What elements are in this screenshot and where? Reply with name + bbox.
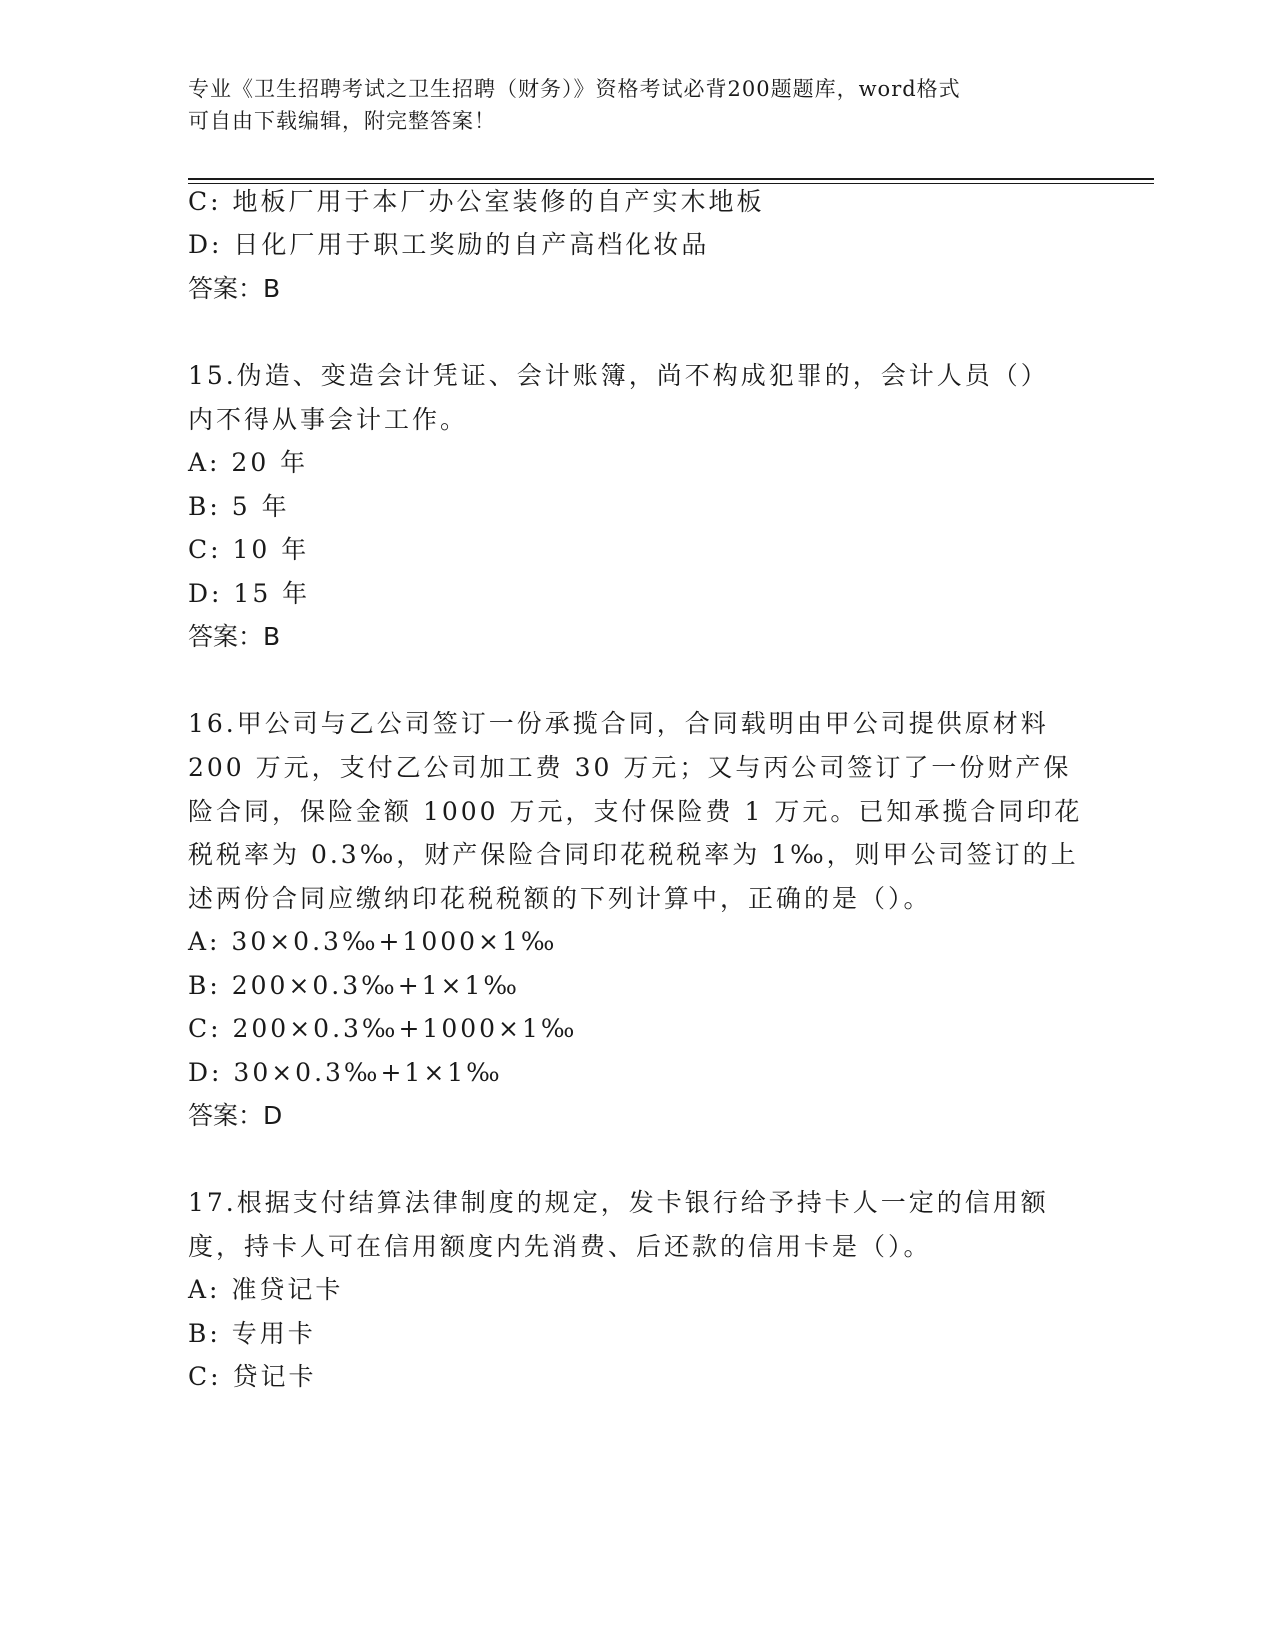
q14-option-d: D: 日化厂用于职工奖励的自产高档化妆品 — [188, 230, 710, 259]
q15-option-c: C: 10 年 — [188, 535, 310, 564]
document-header — [188, 73, 1088, 137]
q17-option-c: C: 贷记卡 — [188, 1362, 317, 1391]
q17-option-a: A: 准贷记卡 — [188, 1275, 344, 1304]
header-divider-thin — [188, 183, 1154, 184]
header-line-2: 可自由下载编辑，附完整答案！ — [188, 109, 496, 133]
q16-answer: 答案：D — [188, 1101, 283, 1130]
q15-option-b: B: 5 年 — [188, 492, 290, 521]
q16-option-d: D: 30×0.3‰+1×1‰ — [188, 1058, 503, 1087]
q17-option-b: B: 专用卡 — [188, 1319, 316, 1348]
q16-option-b: B: 200×0.3‰+1×1‰ — [188, 971, 520, 1000]
q16-stem-line-5: 述两份合同应缴纳印花税税额的下列计算中，正确的是（）。 — [188, 884, 932, 913]
q16-stem-line-2: 200 万元，支付乙公司加工费 30 万元；又与丙公司签订了一份财产保 — [188, 753, 1072, 782]
header-divider-thick — [188, 178, 1154, 180]
q16-stem-line-3: 险合同，保险金额 1000 万元，支付保险费 1 万元。已知承揽合同印花 — [188, 797, 1083, 826]
q15-answer: 答案：B — [188, 622, 281, 651]
q15-option-a: A: 20 年 — [188, 448, 309, 477]
q16-stem-line-4: 税税率为 0.3‰，财产保险合同印花税税率为 1‰，则甲公司签订的上 — [188, 840, 1079, 869]
q14-option-c: C: 地板厂用于本厂办公室装修的自产实木地板 — [188, 187, 765, 216]
q16-stem-line-1: 16.甲公司与乙公司签订一份承揽合同，合同载明由甲公司提供原材料 — [188, 709, 1049, 738]
q17-stem-line-2: 度，持卡人可在信用额度内先消费、后还款的信用卡是（）。 — [188, 1232, 932, 1261]
header-line-1: 专业《卫生招聘考试之卫生招聘（财务）》资格考试必背200题题库，word格式 — [188, 77, 961, 101]
q16-option-a: A: 30×0.3‰+1000×1‰ — [188, 927, 558, 956]
q15-option-d: D: 15 年 — [188, 579, 311, 608]
q15-stem-line-1: 15.伪造、变造会计凭证、会计账簿，尚不构成犯罪的，会计人员（） — [188, 361, 1049, 390]
q14-answer: 答案：B — [188, 274, 281, 303]
q17-stem-line-1: 17.根据支付结算法律制度的规定，发卡银行给予持卡人一定的信用额 — [188, 1188, 1049, 1217]
q16-option-c: C: 200×0.3‰+1000×1‰ — [188, 1014, 578, 1043]
q15-stem-line-2: 内不得从事会计工作。 — [188, 405, 469, 434]
